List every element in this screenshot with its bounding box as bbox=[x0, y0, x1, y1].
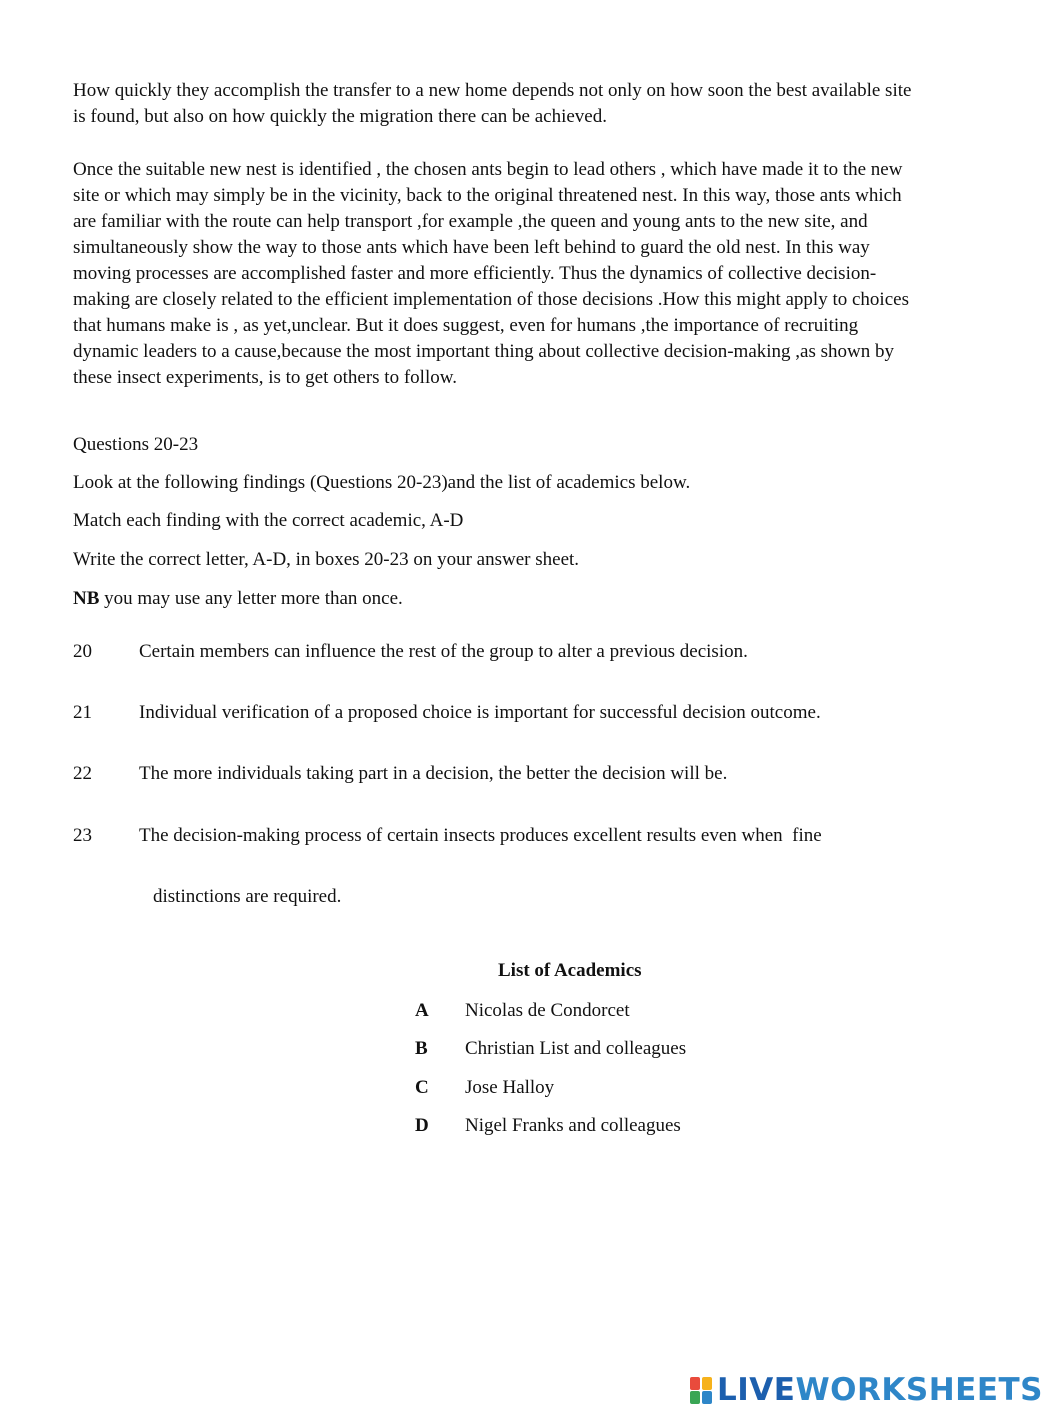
academic-name: Nigel Franks and colleagues bbox=[465, 1115, 681, 1136]
liveworksheets-brand[interactable] bbox=[690, 1372, 1043, 1408]
nb-label: NB bbox=[73, 588, 100, 609]
liveworksheets-logo-icon bbox=[690, 1375, 714, 1405]
academic-name: Jose Halloy bbox=[465, 1077, 555, 1098]
question-text: The more individuals taking part in a decision, the better the decision will be. bbox=[139, 763, 728, 784]
question-text: Individual verification of a proposed choice is important for successful decision outcome. bbox=[139, 702, 821, 723]
academics-list-title: List of Academics bbox=[498, 960, 642, 981]
academic-name: Christian List and colleagues bbox=[465, 1038, 687, 1059]
question-text-continuation: distinctions are required. bbox=[153, 886, 342, 907]
passage-paragraph-2: Once the suitable new nest is identified , the chosen ants begin to lead others , which have made it to the new site or which may simply be in the vicinity, back to the original threatened nest. In this way, those ants which are familiar with the route can help transport ,for example ,the queen and young ants to the new site, and simultaneously show the way to those ants which have been left behind to guard the old nest. In this way moving processes are accomplished faster and more efficiently. Thus the dynamics of collective decision-making are closely related to the efficient implementation of those decisions .How this might apply to choices that humans make is , as yet,unclear. But it does suggest, even for humans ,the importance of recruiting dynamic leaders to a cause,because the most important thing about collective decision-making ,as shown by these insect experiments, is to get others to follow. bbox=[73, 159, 909, 388]
academic-name: Nicolas de Condorcet bbox=[465, 1000, 630, 1021]
instruction-line-2: Match each finding with the correct academic, A-D bbox=[73, 510, 464, 531]
question-text: The decision-making process of certain insects produces excellent results even when fine bbox=[139, 825, 822, 846]
questions-heading: Questions 20-23 bbox=[73, 434, 199, 455]
question-number: 21 bbox=[73, 702, 92, 723]
brand-text-live: LIVE bbox=[717, 1372, 796, 1408]
instruction-line-3: Write the correct letter, A-D, in boxes 20-23 on your answer sheet. bbox=[73, 549, 580, 570]
brand-text bbox=[717, 1372, 1043, 1408]
brand-text-worksheets: WORKSHEETS bbox=[795, 1372, 1043, 1408]
academic-letter: D bbox=[415, 1115, 429, 1136]
question-text: Certain members can influence the rest of the group to alter a previous decision. bbox=[139, 641, 748, 662]
question-number: 22 bbox=[73, 763, 92, 784]
instruction-line-1: Look at the following findings (Questions 20-23)and the list of academics below. bbox=[73, 472, 691, 493]
academic-letter: B bbox=[415, 1038, 428, 1059]
academic-letter: C bbox=[415, 1077, 429, 1098]
nb-note bbox=[73, 587, 403, 611]
question-number: 23 bbox=[73, 825, 92, 846]
question-number: 20 bbox=[73, 641, 92, 662]
nb-text: you may use any letter more than once. bbox=[99, 588, 403, 609]
academic-letter: A bbox=[415, 1000, 429, 1021]
passage-paragraph-1: How quickly they accomplish the transfer to a new home depends not only on how soon the best available site is found, but also on how quickly the migration there can be achieved. bbox=[73, 80, 912, 127]
